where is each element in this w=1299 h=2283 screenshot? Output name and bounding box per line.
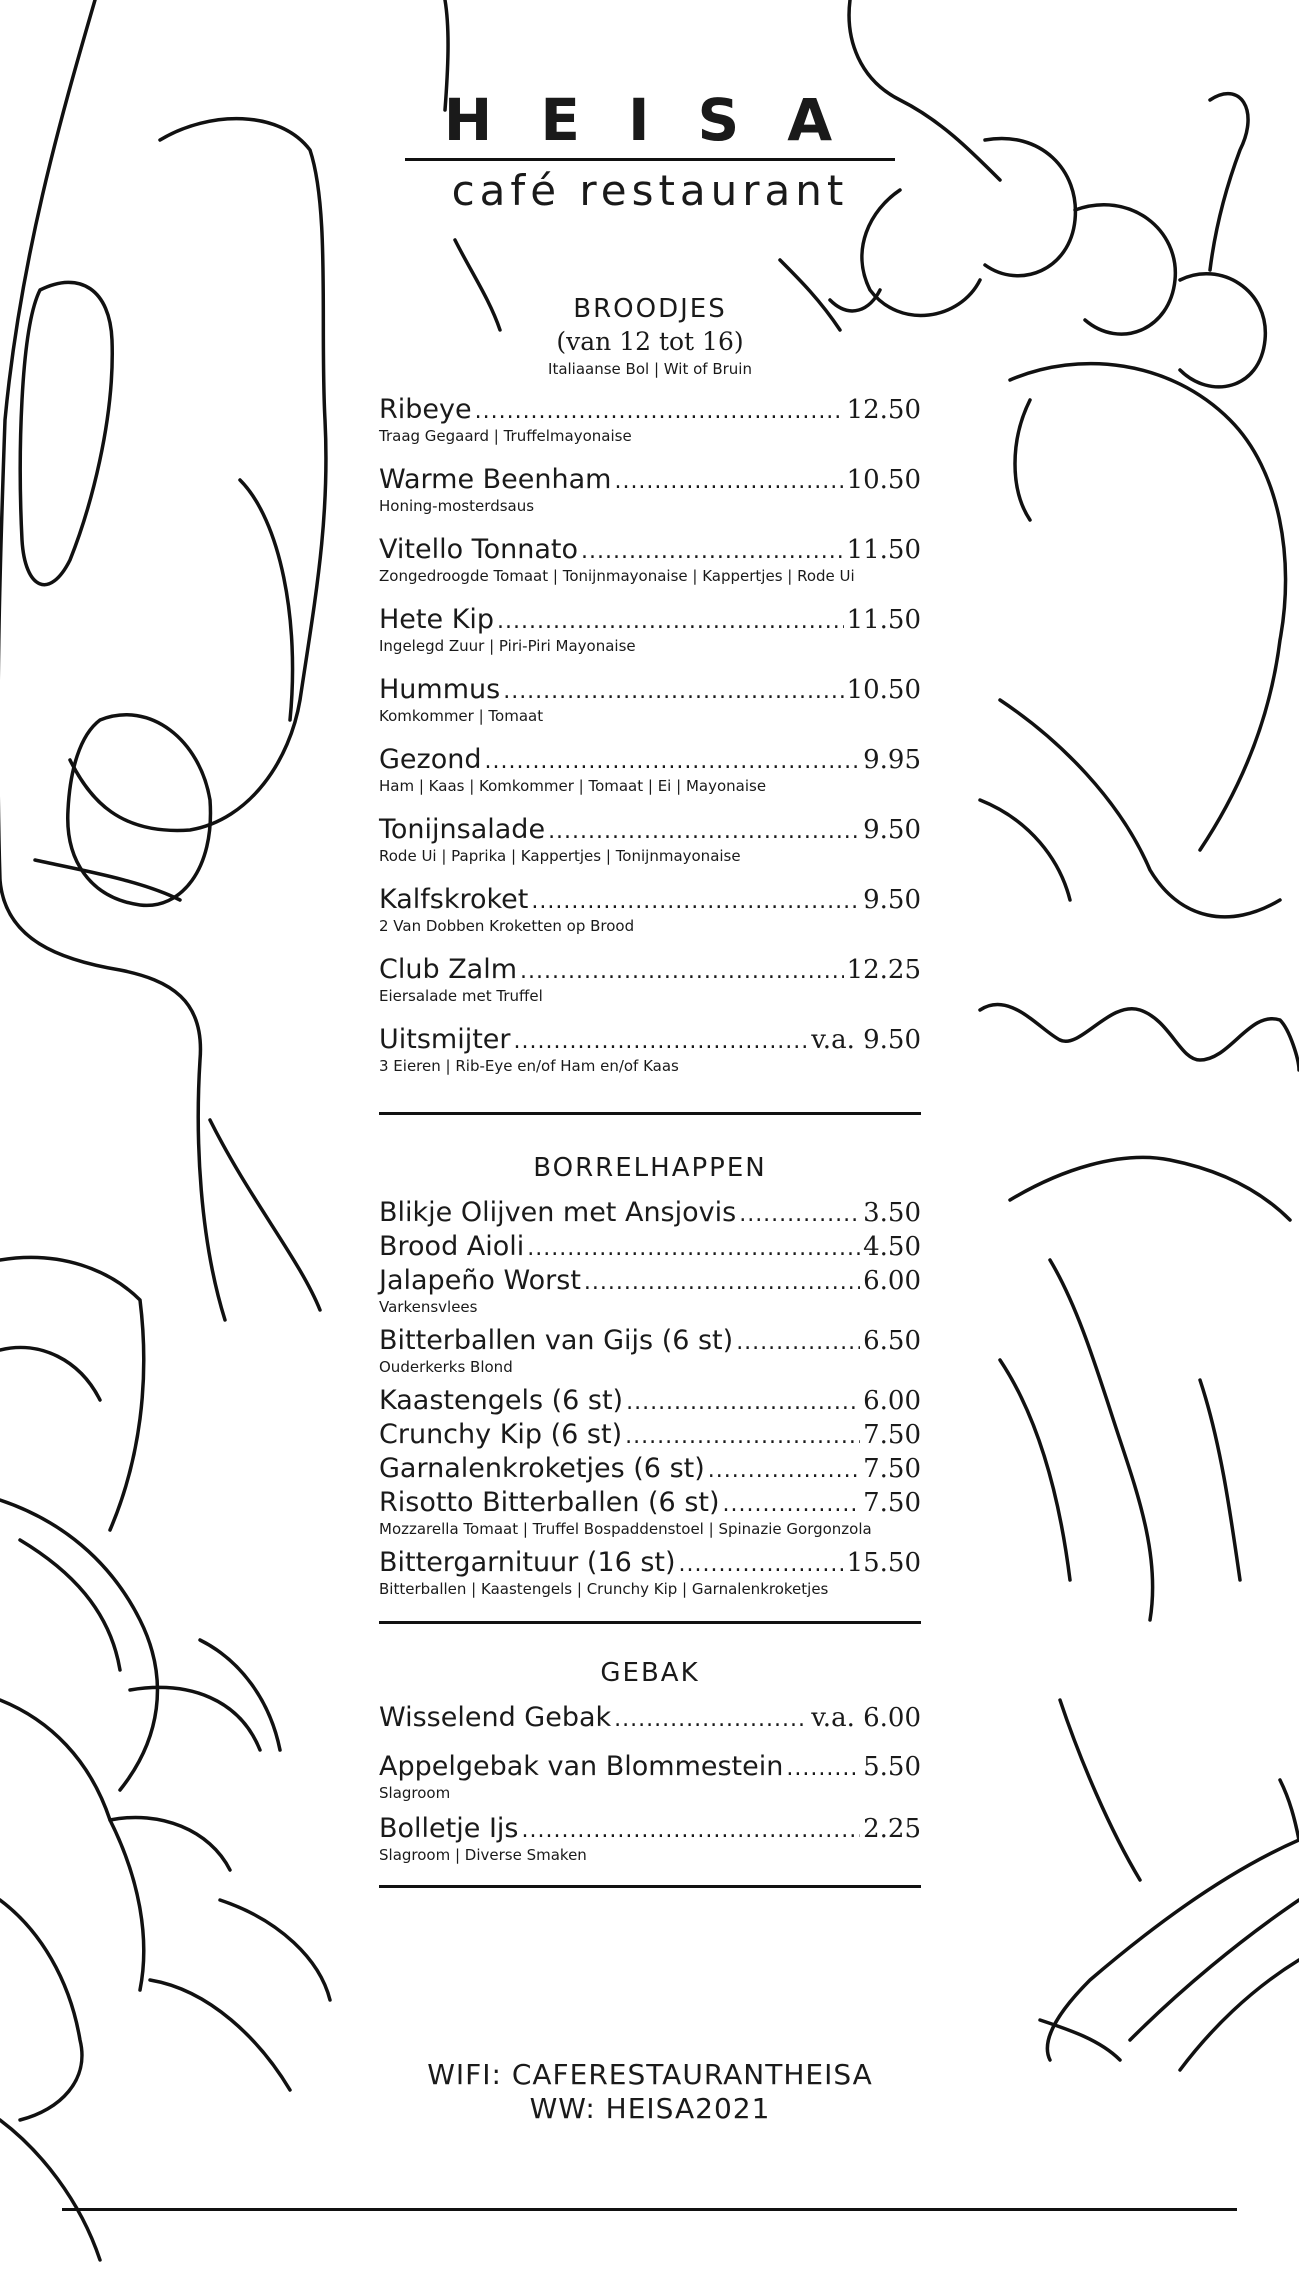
item-description: Komkommer | Tomaat [379,707,544,725]
item-price: 6.50 [863,1326,921,1356]
item-description: Bitterballen | Kaastengels | Crunchy Kip | Garnalenkroketjes [379,1580,829,1598]
leader-dots [531,891,860,913]
item-description: Zongedroogde Tomaat | Tonijnmayonaise | Kappertjes | Rode Ui [379,567,855,585]
leader-dots [484,751,860,773]
menu-item [379,744,921,814]
menu-item [379,1813,921,1865]
item-price: 4.50 [863,1232,921,1262]
leader-dots [625,1426,860,1448]
brand-underline [405,158,895,161]
brand-subtitle: café restaurant [451,166,849,215]
leader-dots [736,1332,860,1354]
leader-dots [503,681,843,703]
item-name: Hete Kip [379,604,495,635]
section-title: BORRELHAPPEN [533,1153,767,1183]
menu-item [379,534,921,604]
item-name: Ribeye [379,394,472,425]
menu-item [379,884,921,954]
menu-item [379,1751,921,1803]
item-price: 10.50 [846,465,921,495]
section-gebak [379,1656,921,1865]
wifi-password: WW: HEISA2021 [529,2092,771,2125]
item-name: Jalapeño Worst [379,1265,581,1296]
item-description: Ingelegd Zuur | Piri-Piri Mayonaise [379,637,636,655]
leader-dots [514,1031,809,1053]
item-price: 7.50 [863,1454,921,1484]
menu-item [379,1419,921,1453]
item-name: Tonijnsalade [379,814,546,845]
menu-item [379,674,921,744]
wifi-info [379,2058,921,2126]
item-name: Warme Beenham [379,464,612,495]
item-price: 9.50 [863,815,921,845]
menu-item [379,1453,921,1487]
menu-item [379,954,921,1024]
leader-dots [584,1272,860,1294]
menu-item [379,394,921,464]
leader-dots [626,1392,860,1414]
item-name: Wisselend Gebak [379,1702,612,1733]
menu-item [379,1547,921,1599]
item-description: Ouderkerks Blond [379,1358,513,1376]
menu-item [379,1024,921,1094]
leader-dots [614,1709,808,1731]
menu-item [379,1197,921,1231]
menu [379,292,921,1888]
item-description: Honing-mosterdsaus [379,497,535,515]
item-name: Club Zalm [379,954,518,985]
leader-dots [581,541,844,563]
item-price: 7.50 [863,1488,921,1518]
item-description: Slagroom [379,1784,451,1802]
item-price: 11.50 [846,605,921,635]
item-price: 5.50 [863,1752,921,1782]
menu-item [379,604,921,674]
item-price: 3.50 [863,1198,921,1228]
item-price: 12.25 [846,955,921,985]
item-name: Kaastengels (6 st) [379,1385,624,1416]
item-price: 2.25 [863,1814,921,1844]
section-divider [379,1885,921,1888]
leaf-illustration [1040,1700,1299,2070]
item-name: Gezond [379,744,482,775]
footer-divider [62,2208,1237,2211]
menu-item [379,1702,921,1733]
item-description: Varkensvlees [379,1298,478,1316]
leader-dots [527,1238,860,1260]
item-name: Kalfskroket [379,884,529,915]
leader-dots [497,611,844,633]
item-name: Hummus [379,674,501,705]
item-name: Appelgebak van Blommestein [379,1751,784,1782]
item-name: Bitterballen van Gijs (6 st) [379,1325,734,1356]
section-borrelhappen [379,1151,921,1599]
item-name: Brood Aioli [379,1231,525,1262]
leader-dots [708,1460,860,1482]
menu-item [379,1325,921,1377]
item-description: Traag Gegaard | Truffelmayonaise [379,427,632,445]
item-name: Blikje Olijven met Ansjovis [379,1197,737,1228]
section-divider [379,1621,921,1624]
item-description: Mozzarella Tomaat | Truffel Bospaddenstoel | Spinazie Gorgonzola [379,1520,872,1538]
section-subtitle: (van 12 tot 16) [556,327,744,356]
cabbage-illustration [0,1257,330,2260]
item-description: Rode Ui | Paprika | Kappertjes | Tonijnmayonaise [379,847,741,865]
menu-item [379,464,921,534]
leader-dots [548,821,860,843]
item-name: Vitello Tonnato [379,534,578,565]
item-price: 7.50 [863,1420,921,1450]
brand-name: HEISA [443,86,881,154]
item-description: Eiersalade met Truffel [379,987,543,1005]
section-divider [379,1112,921,1115]
leader-dots [475,401,844,423]
item-description: Ham | Kaas | Komkommer | Tomaat | Ei | Mayonaise [379,777,767,795]
menu-item [379,814,921,884]
wavy-lines-illustration [980,1004,1299,1620]
item-description: 3 Eieren | Rib-Eye en/of Ham en/of Kaas [379,1057,679,1075]
item-price: 6.00 [863,1266,921,1296]
section-broodjes [379,292,921,1094]
item-price: 11.50 [846,535,921,565]
item-price: 12.50 [846,395,921,425]
item-price: v.a. 6.00 [811,1703,921,1733]
leader-dots [520,961,844,983]
leader-dots [679,1554,844,1576]
section-title: BROODJES [573,294,727,324]
menu-item [379,1231,921,1265]
item-price: 10.50 [846,675,921,705]
item-description: 2 Van Dobben Kroketten op Brood [379,917,635,935]
item-price: 9.50 [863,885,921,915]
leader-dots [723,1494,861,1516]
item-name: Bittergarnituur (16 st) [379,1547,676,1578]
leader-dots [614,471,843,493]
item-price: 9.95 [863,745,921,775]
section-note: Italiaanse Bol | Wit of Bruin [548,360,752,378]
item-name: Risotto Bitterballen (6 st) [379,1487,720,1518]
item-description: Slagroom | Diverse Smaken [379,1846,587,1864]
item-name: Garnalenkroketjes (6 st) [379,1453,705,1484]
leader-dots [521,1820,860,1842]
item-price: 6.00 [863,1386,921,1416]
brand-header [405,88,895,217]
menu-item [379,1385,921,1419]
section-title: GEBAK [600,1658,700,1688]
item-name: Uitsmijter [379,1024,511,1055]
wifi-network: WIFI: CAFERESTAURANTHEISA [427,2058,873,2091]
leader-dots [786,1758,860,1780]
item-price: 15.50 [846,1548,921,1578]
menu-item [379,1265,921,1317]
item-name: Crunchy Kip (6 st) [379,1419,623,1450]
item-name: Bolletje Ijs [379,1813,519,1844]
leader-dots [739,1204,860,1226]
item-price: v.a. 9.50 [811,1025,921,1055]
menu-item [379,1487,921,1539]
